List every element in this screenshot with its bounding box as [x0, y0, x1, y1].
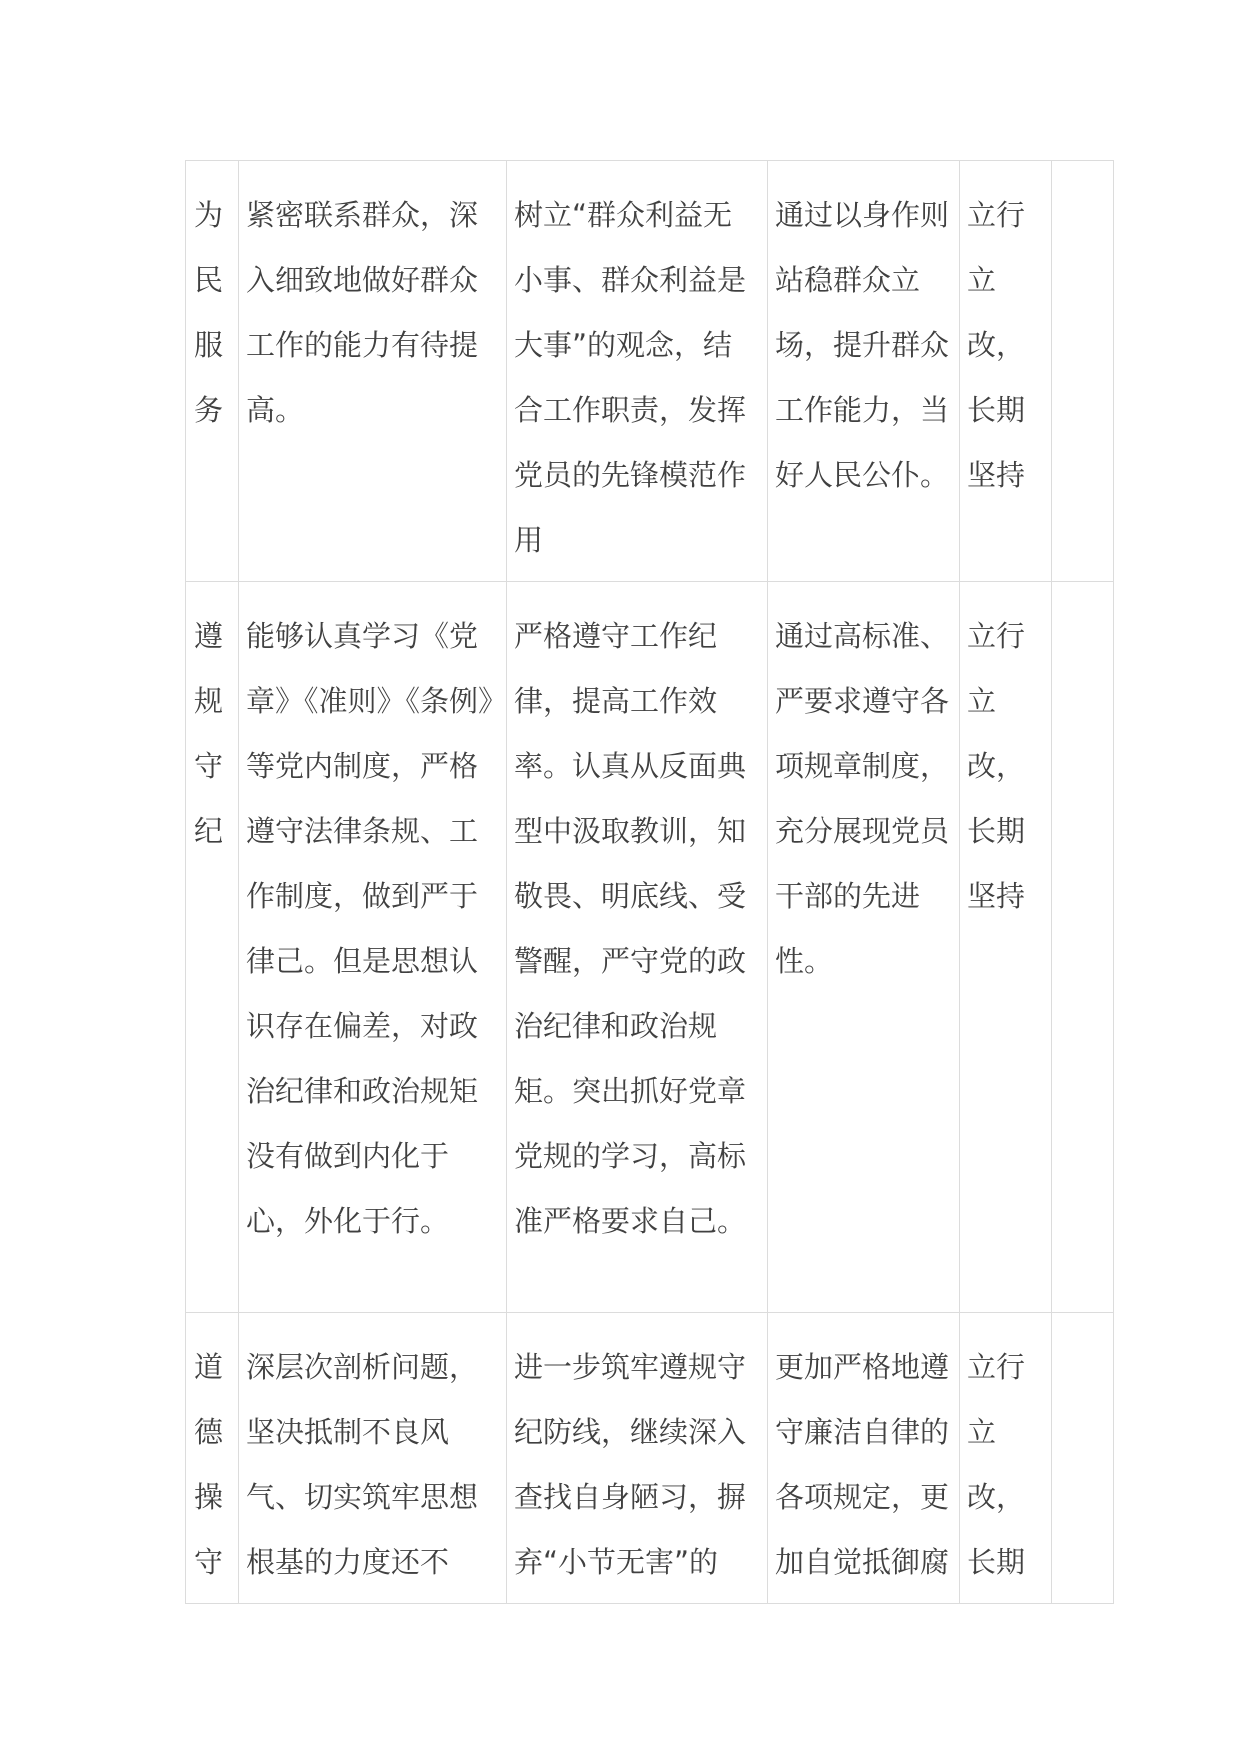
category-cell [186, 161, 239, 582]
note-cell [1052, 161, 1114, 582]
goal-text: 更加严格地遵守廉洁自律的各项规定，更加自觉抵御腐 [775, 1350, 950, 1579]
measure-text: 严格遵守工作纪律，提高工作效率。认真从反面典型中汲取教训，知敬畏、明底线、受警醒，严守党的政治纪律和政治规矩。突出抓好党章党规的学习，高标准严格要求自己。 [514, 619, 747, 1238]
problem-cell [239, 582, 507, 1313]
measure-cell [507, 582, 768, 1313]
table-row [186, 161, 1114, 582]
rectification-table [185, 160, 1114, 1604]
timeline-cell [960, 582, 1052, 1313]
timeline-text: 立行立改，长期坚持 [967, 619, 1026, 913]
note-cell [1052, 1313, 1114, 1604]
measure-text: 进一步筑牢遵规守纪防线，继续深入查找自身陋习，摒弃“小节无害”的 [514, 1350, 747, 1579]
category-text: 为民服务 [194, 198, 224, 427]
problem-text: 能够认真学习《党章》《准则》《条例》等党内制度，严格遵守法律条规、工作制度，做到严于律己。但是思想认识存在偏差，对政治纪律和政治规矩没有做到内化于心，外化于行。 [246, 619, 493, 1238]
problem-text: 深层次剖析问题，坚决抵制不良风气、切实筑牢思想根基的力度还不 [246, 1350, 479, 1579]
timeline-cell [960, 161, 1052, 582]
goal-text: 通过高标准、严要求遵守各项规章制度，充分展现党员干部的先进性。 [775, 619, 950, 978]
problem-text: 紧密联系群众，深入细致地做好群众工作的能力有待提高。 [246, 198, 479, 427]
note-cell [1052, 582, 1114, 1313]
goal-cell [768, 582, 960, 1313]
category-cell [186, 582, 239, 1313]
category-cell [186, 1313, 239, 1604]
goal-text: 通过以身作则站稳群众立场，提升群众工作能力，当好人民公仆。 [775, 198, 950, 492]
problem-cell [239, 1313, 507, 1604]
goal-cell [768, 161, 960, 582]
measure-text: 树立“群众利益无小事、群众利益是大事”的观念，结合工作职责，发挥党员的先锋模范作用 [514, 198, 747, 557]
timeline-cell [960, 1313, 1052, 1604]
category-text: 遵规守纪 [194, 619, 224, 848]
measure-cell [507, 161, 768, 582]
timeline-text: 立行立改，长期坚持 [967, 198, 1026, 492]
table-row [186, 582, 1114, 1313]
measure-cell [507, 1313, 768, 1604]
category-text: 道德操守 [194, 1350, 224, 1579]
table-row [186, 1313, 1114, 1604]
goal-cell [768, 1313, 960, 1604]
problem-cell [239, 161, 507, 582]
timeline-text: 立行立改，长期 [967, 1350, 1026, 1579]
